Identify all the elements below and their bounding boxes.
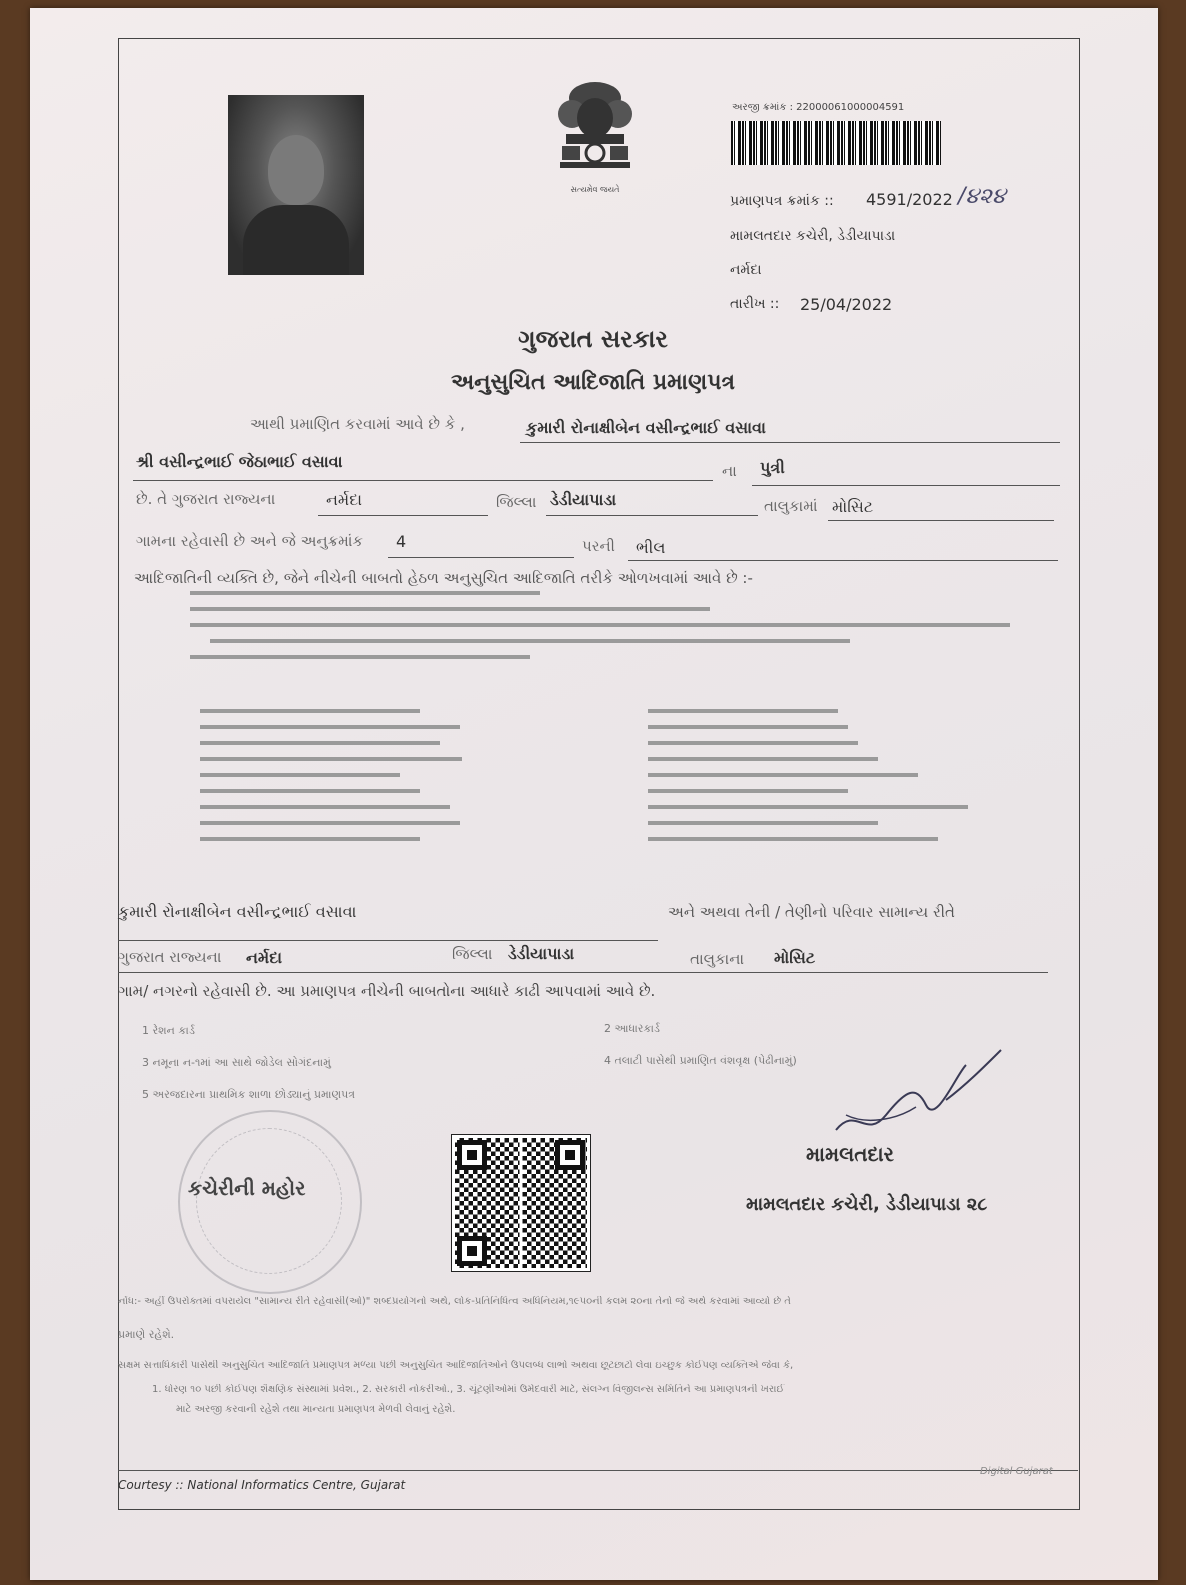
document-3: 3 નમૂના ન-૧માં આ સાથે જોડેલ સોગંદનામું [142,1056,331,1069]
signatory-title: મામલતદાર [806,1142,894,1166]
village-2: મોસિટ [774,948,816,967]
serial-number: 4 [396,532,407,551]
document-5: 5 અરજદારના પ્રાથમિક શાળા છોડ્યાનું પ્રમાણપત્ર [142,1088,355,1101]
legal-references-text [190,585,1030,875]
certificate-title: અનુસુચિત આદિજાતિ પ્રમાણપત્ર [450,370,736,395]
national-emblem-icon [552,78,638,196]
document-1: 1 રેશન કાર્ડ [142,1024,195,1037]
father-name: શ્રી વસીન્દ્રભાઈ જેઠાભાઈ વસાવા [136,452,343,471]
district: નર્મદા [326,490,363,509]
note-1b: પ્રમાણે રહેશે. [118,1328,175,1341]
footer-courtesy: Courtesy :: National Informatics Centre, Gujarat [118,1478,406,1492]
district-line: નર્મદા [730,262,762,278]
recognition-text: આદિજાતિની વ્યક્તિ છે, જેને નીચેની બાબતો હેઠળ અનુસુચિત આદિજાતિ તરીકે ઓળખવામાં આવે છે :- [134,569,753,587]
document-4: 4 તલાટી પાસેથી પ્રમાણિત વંશવૃક્ષ (પેઢીનામું) [604,1054,797,1067]
tribe: ભીલ [636,538,666,557]
note-2: સક્ષમ સત્તાધિકારી પાસેથી અનુસુચિત આદિજાતિ પ્રમાણપત્ર મળ્યા પછી અનુસુચિત આદિજાતિઓને ઉપલબ્ધ લાભો અથવા છૂટછાટો લેવા ઇચ્છુક કોઈપણ વ્યક્તિએ જેવા કે, [118,1360,794,1371]
note-1: નોંધ:- અહીં ઉપરોક્તમાં વપરાયેલ "સામાન્ય રીતે રહેવાસી(ઓ)" શબ્દપ્રયોગનો અર્થ, લોક-પ્રતિનિધિત્વ અધિનિયમ,૧૯૫૦ની કલમ ૨૦ના તેનો જે અર્થ કરવામાં આવ્યો છે તે [118,1296,791,1307]
resident-text: ગામના રહેવાસી છે અને જે અનુક્રમાંક [136,532,364,550]
district-label: જિલ્લા [496,493,537,511]
note-3b: માટે અરજી કરવાની રહેશે તથા માન્યતા પ્રમાણપત્ર મેળવી લેવાનું રહેશે. [176,1404,456,1415]
barcode [731,121,941,165]
document-2: 2 આધારકાર્ડ [604,1022,660,1035]
emblem-caption: સત્યમેવ જયતે [570,185,620,194]
signature [826,1045,1006,1145]
village: મોસિટ [832,497,874,516]
serial-suffix: પરની [582,537,615,555]
applicant-photo [228,95,364,275]
state-label-2: ગુજરાત રાજ્યના [118,948,222,966]
taluka: ડેડીયાપાડા [550,490,617,509]
certify-text: આથી પ્રમાણિત કરવામાં આવે છે કે , [250,415,465,433]
date-label: તારીખ :: [730,296,780,312]
family-text: અને અથવા તેની / તેણીનો પરિવાર સામાન્ય રીતે [668,903,955,921]
note-3: 1. ધોરણ ૧૦ પછી કોઈપણ શૈક્ષણિક સંસ્થામાં પ્રવેશ., 2. સરકારી નોકરીઓ., 3. ચૂંટણીઓમાં ઉમેદવારી માટે, સંલગ્ન વિજીલન્સ સમિતિને આ પ્રમાણપત્રની ખરાઈ [152,1384,785,1395]
signatory-office: મામલતદાર કચેરી, ડેડીયાપાડા ૨૮ [746,1194,988,1215]
government-title: ગુજરાત સરકાર [518,325,668,353]
certificate-number-label: પ્રમાણપત્ર ક્રમાંક :: [730,193,834,209]
state-label: છે. તે ગુજરાત રાજ્યના [136,490,276,508]
qr-code [452,1135,590,1271]
application-number: અરજી ક્રમાંક : 22000061000004591 [732,102,905,113]
certificate-handwritten-suffix: /૪૨૪ [958,184,1006,209]
footer-digital-gujarat: Digital Gujarat [980,1466,1053,1477]
issued-basis-text: ગામ/ નગરનો રહેવાસી છે. આ પ્રમાણપત્ર નીચેની બાબતોના આધારે કાઢી આપવામાં આવે છે. [118,982,656,1000]
person-name: કુમારી રોનાક્ષીબેન વસીન્દ્રભાઈ વસાવા [526,418,766,437]
repeat-name: કુમારી રોનાક્ષીબેન વસીન્દ્રભાઈ વસાવા [118,902,357,921]
certificate-number: 4591/2022 [866,190,953,209]
seal-text: કચેરીની મહોર [188,1176,306,1200]
district-2: નર્મદા [246,948,283,967]
district-label-2: જિલ્લા [452,945,493,963]
taluka-2: ડેડીયાપાડા [508,944,575,963]
relation-prefix: ના [722,462,737,480]
issue-date: 25/04/2022 [800,295,893,314]
relation: પુત્રી [760,458,785,477]
taluka-label: તાલુકામાં [764,497,818,515]
taluka-label-2: તાલુકાના [690,950,745,968]
office-line: મામલતદાર કચેરી, ડેડીયાપાડા [730,228,896,244]
